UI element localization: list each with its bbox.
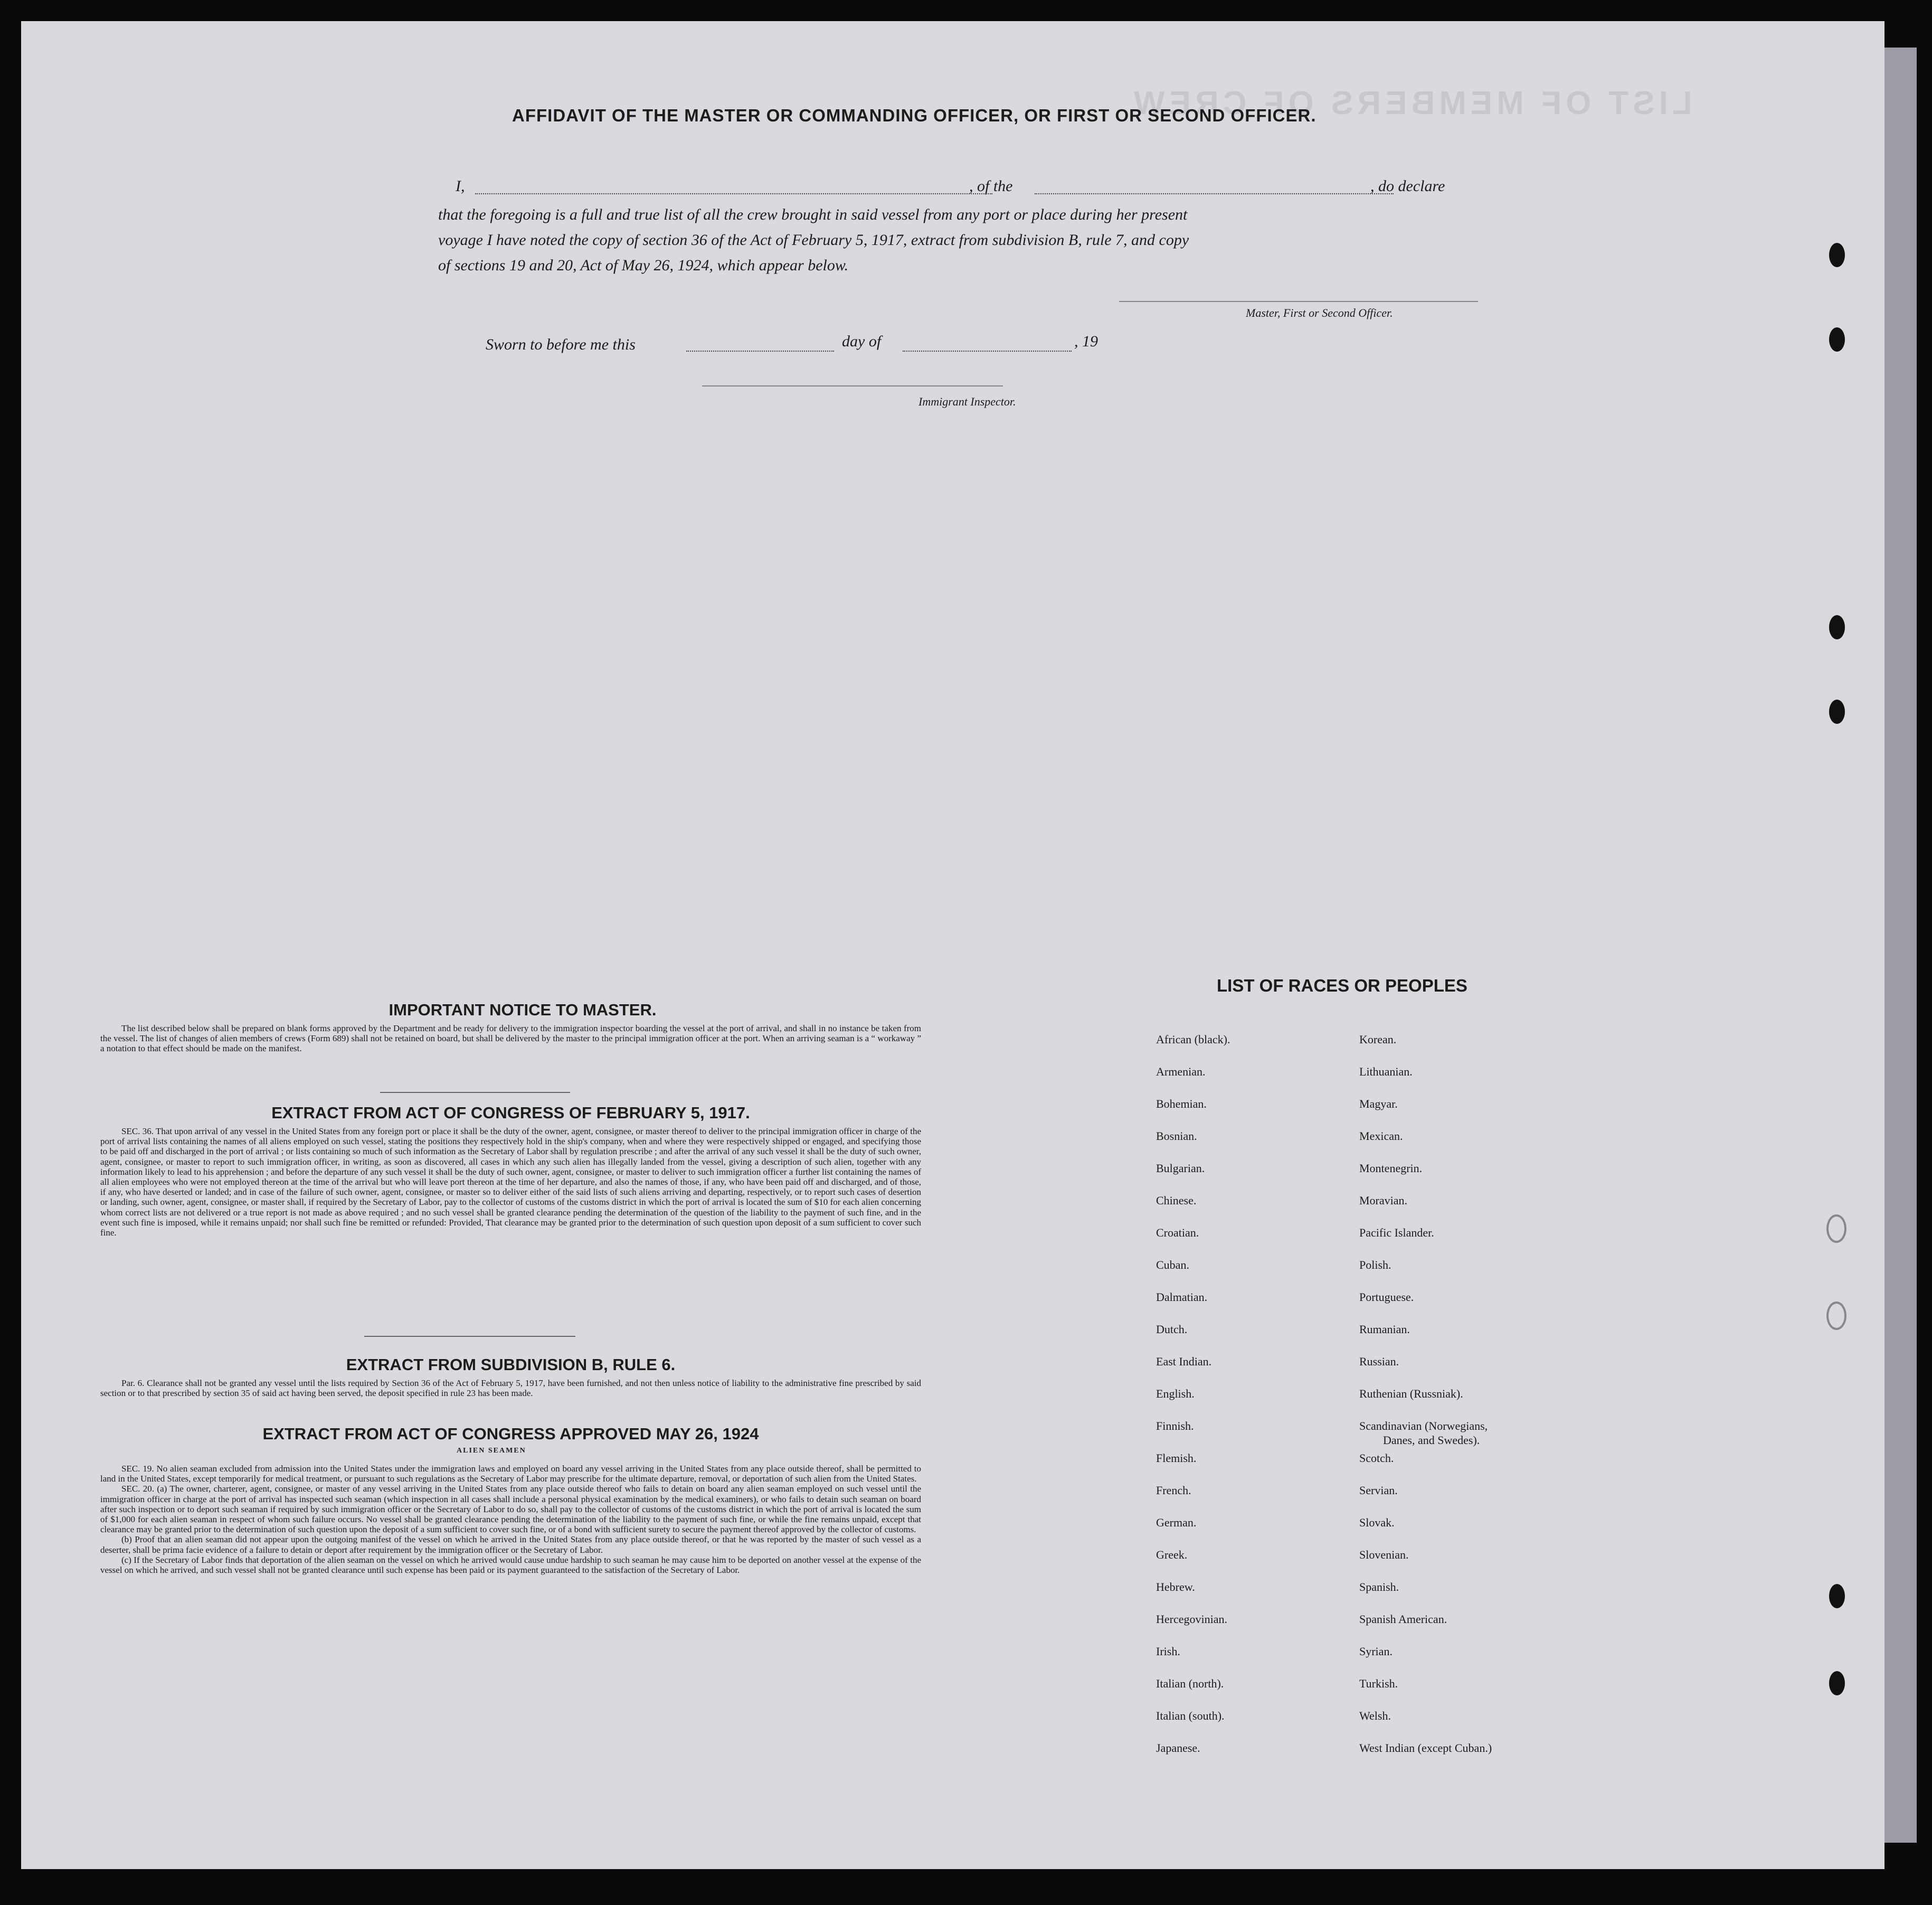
- race-item: West Indian (except Cuban.): [1359, 1741, 1492, 1755]
- affidavit-of-the: , of the: [969, 177, 1013, 195]
- races-left-column: [1156, 1033, 1230, 1774]
- alien-seamen-subtitle: ALIEN SEAMEN: [457, 1447, 526, 1455]
- sworn-month-blank: [903, 351, 1072, 352]
- race-item: German.: [1156, 1516, 1197, 1529]
- race-item: Japanese.: [1156, 1741, 1200, 1755]
- binder-hole: [1829, 700, 1845, 724]
- binder-hole: [1829, 1584, 1845, 1608]
- act-1917-body: [100, 1126, 921, 1238]
- race-item: Ruthenian (Russniak).: [1359, 1387, 1463, 1400]
- document-page: [21, 21, 1884, 1869]
- race-item: Turkish.: [1359, 1677, 1398, 1690]
- race-item: Dutch.: [1156, 1323, 1188, 1336]
- inspector-signature-label: Immigrant Inspector.: [918, 395, 1016, 408]
- race-item: Armenian.: [1156, 1065, 1206, 1078]
- affidavit-line-4: of sections 19 and 20, Act of May 26, 1924, which appear below.: [438, 257, 849, 274]
- race-item: Croatian.: [1156, 1226, 1199, 1239]
- rule6-title: EXTRACT FROM SUBDIVISION B, RULE 6.: [346, 1355, 676, 1374]
- race-item: Welsh.: [1359, 1709, 1391, 1722]
- race-item: Bosnian.: [1156, 1129, 1197, 1143]
- race-item: Lithuanian.: [1359, 1065, 1413, 1078]
- sec20b-paragraph: (b) Proof that an alien seaman did not appear upon the outgoing manifest of the vessel on which he arrived in the United States from any place outside thereof, or that he was reported by the master of such vessel as a deserter, shall be prima facie evidence of a failure to detain or deport after requirement by the immigration officer or the Secretary of Labor.: [100, 1534, 921, 1555]
- rule6-body: [100, 1378, 921, 1398]
- binder-hole: [1829, 243, 1845, 267]
- race-item: Montenegrin.: [1359, 1162, 1423, 1175]
- bleed-through-text: LIST OF MEMBERS OF CREW: [1130, 85, 1692, 121]
- notice-paragraph: The list described below shall be prepared on blank forms approved by the Department and be ready for delivery to the immigration inspector boarding the vessel at the port of arrival, and shall in no instance be taken from the vessel. The list of changes of alien members of crews (Form 689) shall not be retained on board, but shall be delivered by the master to the principal immigration officer at the port. When an arriving seaman is a “ workaway ” a notation to that effect should be made on the manifest.: [100, 1023, 921, 1054]
- section-divider: [364, 1336, 575, 1337]
- binder-hole: [1829, 615, 1845, 639]
- race-item: English.: [1156, 1387, 1195, 1400]
- race-item: Russian.: [1359, 1355, 1399, 1368]
- race-item: Slovak.: [1359, 1516, 1395, 1529]
- affidavit-i: I,: [456, 177, 465, 195]
- race-item: Chinese.: [1156, 1194, 1197, 1207]
- sec19-paragraph: SEC. 19. No alien seaman excluded from admission into the United States under the immigration laws and employed on board any vessel arriving in the United States from any place outside thereof, shall be permitted to land in the United States, except temporarily for medical treatment, or pursuant to such regulations as the Secretary of Labor may prescribe for the ultimate departure, removal, or deportation of such alien from the United States.: [100, 1464, 921, 1484]
- sec20c-paragraph: (c) If the Secretary of Labor finds that deportation of the alien seaman on the vessel on which he arrived would cause undue hardship to such seaman he may cause him to be deported on another vessel at the expense of the vessel on which he arrived, and such vessel shall not be granted clearance until such expense has been paid or its payment guaranteed to the satisfaction of the Secretary of Labor.: [100, 1554, 921, 1576]
- act-1924-title: EXTRACT FROM ACT OF CONGRESS APPROVED MAY 26, 1924: [262, 1425, 759, 1443]
- rule6-paragraph: Par. 6. Clearance shall not be granted any vessel until the lists required by Section 36 of the Act of February 5, 1917, have been furnished, and not then unless notice of liability to the administrative fine prescribed by said section or to that prescribed by section 35 of said act having been served, the deposit specified in rule 23 has been made.: [100, 1378, 921, 1399]
- binder-hole: [1826, 1214, 1846, 1243]
- race-item: Spanish.: [1359, 1580, 1399, 1593]
- sec20a-paragraph: SEC. 20. (a) The owner, charterer, agent, consignee, or master of any vessel arriving in the United States from any place outside thereof who fails to detain on board any alien seaman employed on such vessel until the immigration officer in charge at the port of arrival has inspected such seaman (which inspection in all cases shall include a personal physical examination by the medical examiners), or who fails to detain such seaman on board after such inspection or to deport such seaman if required by such immigration officer or the Secretary of Labor to do so, shall pay to the collector of customs of the customs district in which the port of arrival is located the sum of $1,000 for each alien seaman in respect of whom such failure occurs. No vessel shall be granted clearance pending the determination of the liability to the payment of such fine, or while the fine remains unpaid, except that clearance may be granted prior to the determination of such question upon the deposit of a sum sufficient to cover such fine, or of a bond with sufficient surety to secure the payment thereof approved by the collector of customs.: [100, 1484, 921, 1535]
- race-item: Flemish.: [1156, 1451, 1197, 1465]
- race-item: Hebrew.: [1156, 1580, 1195, 1593]
- race-item: Mexican.: [1359, 1129, 1403, 1143]
- binder-hole: [1829, 1671, 1845, 1695]
- act-1917-title: EXTRACT FROM ACT OF CONGRESS OF FEBRUARY 5, 1917.: [271, 1104, 750, 1122]
- race-item: Moravian.: [1359, 1194, 1408, 1207]
- section-divider: [380, 1092, 570, 1093]
- race-item: African (black).: [1156, 1033, 1230, 1046]
- race-item: Polish.: [1359, 1258, 1391, 1271]
- race-item: Bohemian.: [1156, 1097, 1207, 1110]
- vessel-blank: [1035, 193, 1394, 194]
- binder-hole: [1829, 327, 1845, 352]
- races-title: LIST OF RACES OR PEOPLES: [1217, 976, 1467, 995]
- race-item: Rumanian.: [1359, 1323, 1410, 1336]
- notice-body: [100, 1023, 921, 1054]
- race-item: Hercegovinian.: [1156, 1612, 1227, 1626]
- binder-hole: [1826, 1302, 1846, 1330]
- race-item: Pacific Islander.: [1359, 1226, 1434, 1239]
- sworn-day-blank: [686, 351, 834, 352]
- race-item: French.: [1156, 1484, 1191, 1497]
- races-right-column: Korean. Lithuanian. Magyar. Mexican. Montenegrin. Moravian. Pacific Islander. Polish. Portuguese. Rumanian. Russian. Ruthenian (Russniak). Scandinavian (Norwegians, Danes, and Swedes). Scotch. Servian. Slovak. Slovenian. Spanish. Spanish American. Syrian. Turkish. Welsh. West Indian (except Cuban.): [1359, 1033, 1492, 1774]
- race-item: Dalmatian.: [1156, 1290, 1208, 1304]
- race-item: Italian (north).: [1156, 1677, 1224, 1690]
- race-item: Korean.: [1359, 1033, 1397, 1046]
- race-item: Magyar.: [1359, 1097, 1398, 1110]
- master-signature-label: Master, First or Second Officer.: [1246, 306, 1393, 319]
- race-item: Greek.: [1156, 1548, 1188, 1561]
- inspector-signature-line: [702, 385, 1003, 386]
- race-item: Servian.: [1359, 1484, 1398, 1497]
- race-item: Irish.: [1156, 1645, 1180, 1658]
- race-item: Cuban.: [1156, 1258, 1189, 1271]
- race-item: Scandinavian (Norwegians,: [1359, 1419, 1488, 1432]
- year-text: , 19: [1074, 333, 1098, 350]
- affidavit-line-3: voyage I have noted the copy of section 36 of the Act of February 5, 1917, extract from subdivision B, rule 7, and copy: [438, 231, 1189, 249]
- affidavit-title: AFFIDAVIT OF THE MASTER OR COMMANDING OFFICER, OR FIRST OR SECOND OFFICER.: [512, 106, 1317, 125]
- race-item: Italian (south).: [1156, 1709, 1225, 1722]
- day-of-text: day of: [842, 333, 882, 350]
- race-item: Portuguese.: [1359, 1290, 1414, 1304]
- race-item: Finnish.: [1156, 1419, 1194, 1432]
- sworn-text: Sworn to before me this: [486, 336, 636, 353]
- affidavit-declare: , do declare: [1370, 177, 1445, 195]
- notice-title: IMPORTANT NOTICE TO MASTER.: [389, 1001, 657, 1019]
- race-item: Slovenian.: [1359, 1548, 1409, 1561]
- race-item: Spanish American.: [1359, 1612, 1447, 1626]
- act-1924-body: [100, 1464, 921, 1575]
- race-item: East Indian.: [1156, 1355, 1212, 1368]
- race-item: Syrian.: [1359, 1645, 1393, 1658]
- sec36-paragraph: SEC. 36. That upon arrival of any vessel in the United States from any foreign port or place it shall be the duty of the owner, agent, consignee, or master thereof to deliver to the principal immigration officer in charge of the port of arrival lists containing the names of all aliens employed on such vessel, stating the positions they respectively hold in the ship's company, when and where they were respectively shipped or engaged, and specifying those to be paid off and discharged in the port of arrival ; or lists containing so much of such information as the Secretary of Labor shall by regulation prescribe ; and after the arrival of any such vessel it shall be the duty of such owner, agent, consignee, or master to report to such immigration officer, in writing, as soon as discovered, all cases in which any such alien has illegally landed from the vessel, giving a description of such alien, together with any information likely to lead to his apprehension ; and before the departure of any such vessel it shall be the duty of such owner, agent, consignee, or master to deliver to such immigration officer a further list containing the names of all alien employees who were not employed thereon at the time of the arrival but who will leave port thereon at the time of her departure, and also the names of those, if any, who have been paid off and discharged, and of those, if any, who have deserted or landed; and in case of the failure of such owner, agent, consignee, or master so to deliver either of the said lists of such aliens arriving and departing, respectively, or to report such cases of desertion or landing, such owner, agent, consignee, or master shall, if required by the Secretary of Labor, pay to the collector of customs of the customs district in which the port of arrival is located the sum of $10 for each alien concerning whom correct lists are not delivered or a true report is not made as above required ; and no such vessel shall be granted clearance pending the determination of the question of the liability to the payment of such fine, and in the event such fine is imposed, while it remains unpaid; nor shall such fine be remitted or refunded: Provided, That clearance may be granted prior to the determination of such question upon deposit of a sum sufficient to cover such fine.: [100, 1126, 921, 1238]
- master-signature-line: [1119, 301, 1478, 302]
- name-blank: [475, 193, 992, 194]
- race-item: Bulgarian.: [1156, 1162, 1205, 1175]
- affidavit-line-2: that the foregoing is a full and true list of all the crew brought in said vessel from any port or place during her present: [438, 206, 1188, 223]
- race-item: Scotch.: [1359, 1451, 1394, 1465]
